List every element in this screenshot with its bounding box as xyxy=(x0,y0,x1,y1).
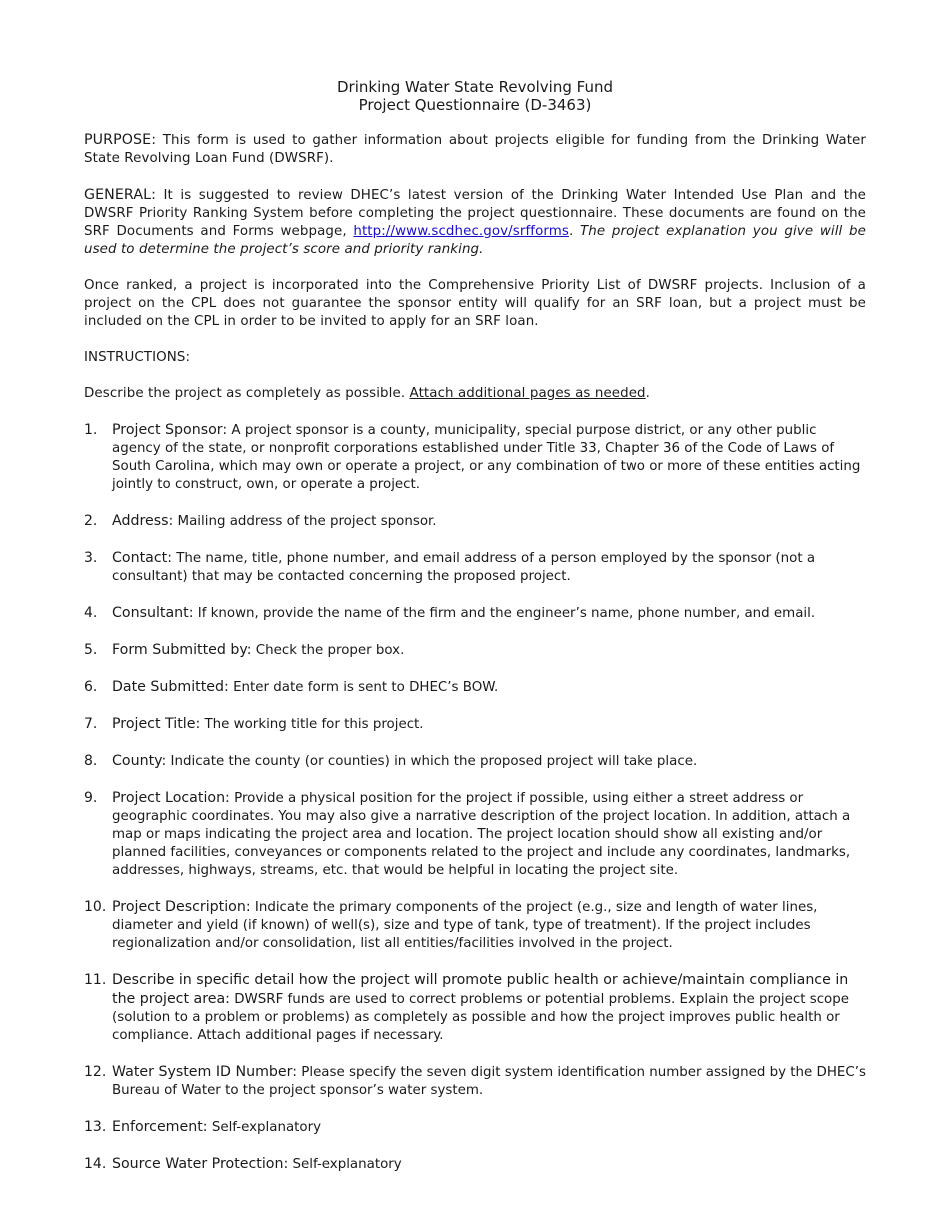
general-text: It is suggested to review DHEC’s latest version of the Drinking Water Intended Use Plan and the DWSRF Priority Ranking System before completing the project questionnaire. These documents are found on the SRF Documents and Forms webpage, xyxy=(84,188,866,239)
item-number: 4. xyxy=(84,605,98,621)
item-text: A project sponsor is a county, municipality, special purpose district, or any other public agency of the state, or nonprofit corporations established under Title 33, Chapter 36 of the Code of Laws of South Carolina, which may own or operate a project, or any combination of two or more of these entities acting jointly to construct, own, or operate a project. xyxy=(112,423,861,492)
item-text: Mailing address of the project sponsor. xyxy=(173,514,437,529)
list-item xyxy=(84,549,866,586)
describe-text: Describe the project as completely as possible. xyxy=(84,386,410,401)
page-title xyxy=(84,78,866,114)
list-item xyxy=(84,715,866,734)
item-number: 2. xyxy=(84,513,98,529)
item-term: Contact: xyxy=(112,550,172,566)
ranking-paragraph: Once ranked, a project is incorporated into the Comprehensive Priority List of DWSRF projects. Inclusion of a project on the CPL does not guarantee the sponsor entity will qualify for an SRF loan, but a project must be included on the CPL in order to be invited to apply for an SRF loan. xyxy=(84,278,866,329)
item-term: Date Submitted: xyxy=(112,679,229,695)
item-term: Project Sponsor: xyxy=(112,422,228,438)
list-item xyxy=(84,898,866,953)
item-term: Describe in specific detail how the project will promote public health or achieve/maintain compliance in the project area: xyxy=(112,972,849,1007)
describe-end: . xyxy=(645,386,651,401)
list-item xyxy=(84,1063,866,1100)
general-label: GENERAL: xyxy=(84,187,157,203)
item-number: 7. xyxy=(84,716,98,732)
describe-paragraph xyxy=(84,385,866,403)
item-term: Enforcement: xyxy=(112,1119,208,1135)
list-item xyxy=(84,752,866,771)
item-number: 1. xyxy=(84,422,98,438)
item-text: Self-explanatory xyxy=(288,1157,402,1172)
list-item xyxy=(84,604,866,623)
item-term: Project Location: xyxy=(112,790,230,806)
item-number: 13. xyxy=(84,1119,107,1135)
general-paragraph xyxy=(84,186,866,259)
item-term: Consultant: xyxy=(112,605,194,621)
instruction-list xyxy=(84,421,866,1174)
item-number: 9. xyxy=(84,790,98,806)
item-term: Water System ID Number: xyxy=(112,1064,298,1080)
item-text: Please specify the seven digit system identification number assigned by the DHEC’s Bureau of Water to the project sponsor’s water system. xyxy=(112,1065,866,1098)
title-line-2: Project Questionnaire (D-3463) xyxy=(358,96,592,114)
item-text: Provide a physical position for the project if possible, using either a street address or geographic coordinates. You may also give a narrative description of the project location. In addition, attach a map or maps indicating the project area and location. The project location should show all existing and/or planned facilities, conveyances or components related to the project and include any coordinates, landmarks, addresses, highways, streams, etc. that would be helpful in locating the project site. xyxy=(112,791,851,878)
item-text: The name, title, phone number, and email address of a person employed by the sponsor (not a consultant) that may be contacted concerning the proposed project. xyxy=(112,551,816,584)
purpose-label: PURPOSE: xyxy=(84,132,157,148)
purpose-text: This form is used to gather information about projects eligible for funding from the Drinking Water State Revolving Loan Fund (DWSRF). xyxy=(84,133,866,166)
item-text: DWSRF funds are used to correct problems or potential problems. Explain the project scope (solution to a problem or problems) as completely as possible and how the project improves public health or compliance. Attach additional pages if necessary. xyxy=(112,992,849,1043)
list-item xyxy=(84,1155,866,1174)
item-number: 6. xyxy=(84,679,98,695)
item-term: Address: xyxy=(112,513,174,529)
item-term: County: xyxy=(112,753,167,769)
item-number: 5. xyxy=(84,642,98,658)
list-item xyxy=(84,1118,866,1137)
item-text: Self-explanatory xyxy=(207,1120,322,1135)
item-text: If known, provide the name of the firm and the engineer’s name, phone number, and email. xyxy=(193,606,816,621)
item-term: Source Water Protection: xyxy=(112,1156,289,1172)
item-text: Indicate the county (or counties) in which the proposed project will take place. xyxy=(166,754,698,769)
item-term: Project Title: xyxy=(112,716,201,732)
instructions-heading: INSTRUCTIONS: xyxy=(84,350,191,365)
item-number: 11. xyxy=(84,972,107,988)
list-item xyxy=(84,678,866,697)
item-number: 10. xyxy=(84,899,107,915)
list-item xyxy=(84,512,866,531)
list-item xyxy=(84,971,866,1045)
list-item xyxy=(84,641,866,660)
item-number: 8. xyxy=(84,753,98,769)
general-italic-note: The project explanation you give will be used to determine the project’s score and priority ranking. xyxy=(84,224,866,257)
item-number: 14. xyxy=(84,1156,107,1172)
item-text: The working title for this project. xyxy=(200,717,424,732)
item-number: 3. xyxy=(84,550,98,566)
item-number: 12. xyxy=(84,1064,107,1080)
list-item xyxy=(84,789,866,880)
item-term: Project Description: xyxy=(112,899,251,915)
item-term: Form Submitted by: xyxy=(112,642,252,658)
srf-forms-link[interactable]: http://www.scdhec.gov/srfforms xyxy=(353,224,569,239)
title-line-1: Drinking Water State Revolving Fund xyxy=(336,78,613,96)
item-text: Enter date form is sent to DHEC’s BOW. xyxy=(228,680,499,695)
attach-pages-text: Attach additional pages as needed xyxy=(409,386,646,401)
item-text: Check the proper box. xyxy=(251,643,405,658)
item-text: Indicate the primary components of the project (e.g., size and length of water lines, diameter and yield (if known) of well(s), size and type of tank, type of treatment). If the project includes regionalization and/or consolidation, list all entities/facilities involved in the project. xyxy=(112,900,818,951)
list-item xyxy=(84,421,866,494)
general-text-after-link: . xyxy=(568,224,581,239)
purpose-paragraph xyxy=(84,131,866,168)
